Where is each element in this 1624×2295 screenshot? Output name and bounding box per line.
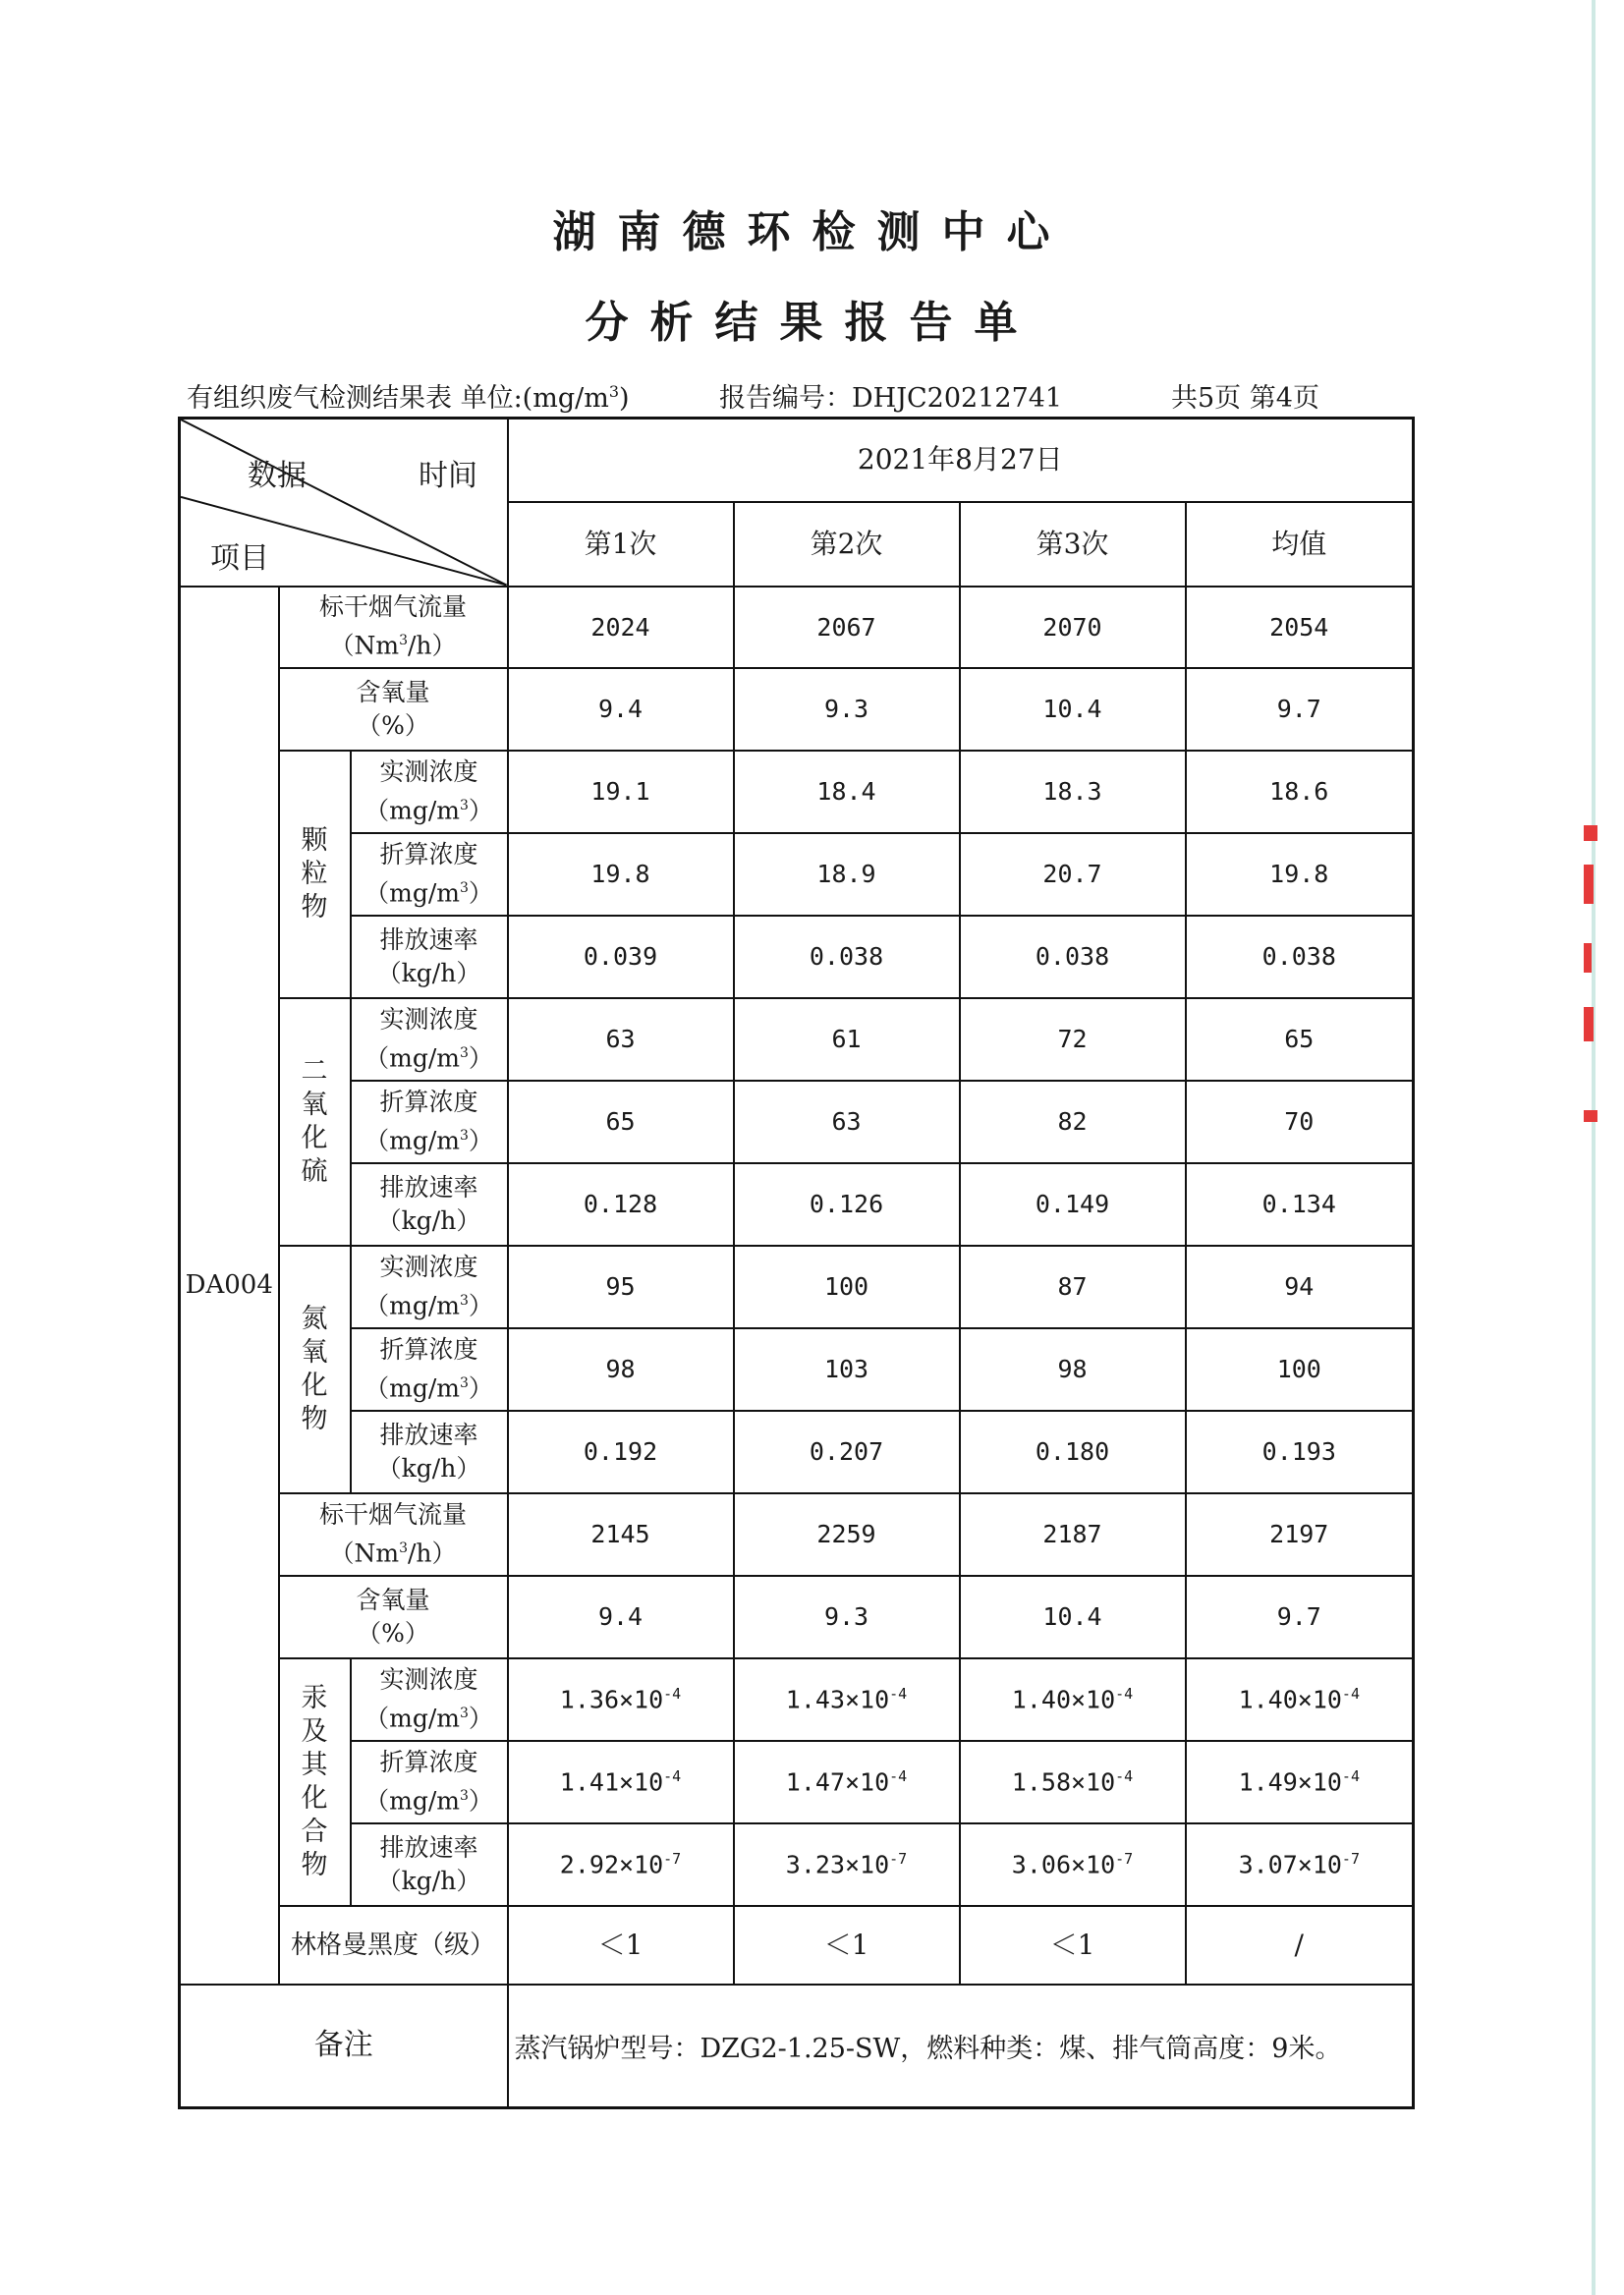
value-cell: 98: [508, 1328, 734, 1411]
group-label-nox: 氮 氧 化 物: [279, 1246, 351, 1493]
value-cell: $1.36\times 10^{-4}$: [508, 1658, 734, 1741]
table-row: [180, 587, 1414, 668]
corner-item-label: 项目: [210, 541, 269, 576]
table-row: [180, 1906, 1414, 1985]
value-cell: $3.07\times 10^{-7}$: [1186, 1823, 1414, 1906]
table-row: [180, 1163, 1414, 1246]
seal-fragment: [1584, 943, 1592, 973]
value-cell: 9.7: [1186, 1576, 1414, 1658]
flow-label: 标干烟气流量 （Nm$^3$/h）: [279, 587, 508, 668]
page-count: 共5页 第4页: [1171, 383, 1319, 414]
rate-label: 排放速率 （kg/h）: [351, 916, 508, 998]
value-cell: 2024: [508, 587, 734, 668]
value-cell: 0.126: [734, 1163, 960, 1246]
value-cell: 100: [1186, 1328, 1414, 1411]
value-cell: 94: [1186, 1246, 1414, 1328]
organization-title: 湖南德环检测中心: [552, 207, 1072, 257]
corner-time-label: 时间: [419, 459, 477, 493]
value-cell: ＜1: [960, 1906, 1186, 1985]
value-cell: 61: [734, 998, 960, 1081]
value-cell: 0.038: [1186, 916, 1414, 998]
value-cell: 63: [734, 1081, 960, 1163]
date-header: 2021年8月27日: [508, 419, 1414, 502]
value-cell: $2.92\times 10^{-7}$: [508, 1823, 734, 1906]
value-cell: $1.49\times 10^{-4}$: [1186, 1741, 1414, 1823]
value-cell: 0.207: [734, 1411, 960, 1493]
value-cell: 65: [508, 1081, 734, 1163]
value-cell: $1.58\times 10^{-4}$: [960, 1741, 1186, 1823]
oxygen-label: 含氧量 （%）: [279, 1576, 508, 1658]
table-row: [180, 833, 1414, 916]
value-cell: 82: [960, 1081, 1186, 1163]
value-cell: 9.7: [1186, 668, 1414, 751]
value-cell: 9.4: [508, 1576, 734, 1658]
table-row: [180, 1081, 1414, 1163]
remark-text: 蒸汽锅炉型号：DZG2-1.25-SW，燃料种类：煤、排气筒高度：9米。: [508, 1985, 1414, 2108]
value-cell: 2070: [960, 587, 1186, 668]
source-id: DA004: [180, 587, 279, 1985]
value-cell: 10.4: [960, 1576, 1186, 1658]
seal-fragment: [1584, 1110, 1597, 1122]
value-cell: 0.149: [960, 1163, 1186, 1246]
value-cell: 2054: [1186, 587, 1414, 668]
table-row: [180, 1658, 1414, 1741]
rate-label: 排放速率 （kg/h）: [351, 1163, 508, 1246]
column-header: 第1次: [508, 502, 734, 587]
value-cell: 19.1: [508, 751, 734, 833]
value-cell: 0.038: [960, 916, 1186, 998]
value-cell: 9.4: [508, 668, 734, 751]
value-cell: 87: [960, 1246, 1186, 1328]
table-name: 有组织废气检测结果表 单位$:(mg/m^3)$: [187, 382, 630, 414]
value-cell: ＜1: [508, 1906, 734, 1985]
value-cell: 18.9: [734, 833, 960, 916]
group-label-mercury: 汞 及 其 化 合 物: [279, 1658, 351, 1906]
table-row: [180, 1741, 1414, 1823]
value-cell: 2197: [1186, 1493, 1414, 1576]
value-cell: 72: [960, 998, 1186, 1081]
converted-label: 折算浓度 $(mg/m^3)$: [351, 1081, 508, 1163]
remark-row: [180, 1985, 1414, 2108]
seal-fragment: [1584, 1007, 1594, 1041]
value-cell: 18.4: [734, 751, 960, 833]
remark-label: 备注: [180, 1985, 508, 2108]
measured-label: 实测浓度 $(mg/m^3)$: [351, 1658, 508, 1741]
value-cell: 2145: [508, 1493, 734, 1576]
table-row: [180, 998, 1414, 1081]
column-header: 第2次: [734, 502, 960, 587]
converted-label: 折算浓度 $(mg/m^3)$: [351, 1741, 508, 1823]
table-row: [180, 1493, 1414, 1576]
value-cell: $1.43\times 10^{-4}$: [734, 1658, 960, 1741]
measured-label: 实测浓度 $(mg/m^3)$: [351, 1246, 508, 1328]
value-cell: 18.6: [1186, 751, 1414, 833]
value-cell: 2067: [734, 587, 960, 668]
value-cell: /: [1186, 1906, 1414, 1985]
group-label-particulate: 颗 粒 物: [279, 751, 351, 998]
value-cell: 103: [734, 1328, 960, 1411]
column-header: 均值: [1186, 502, 1414, 587]
value-cell: 2187: [960, 1493, 1186, 1576]
report-number: 报告编号：DHJC20212741: [719, 383, 1063, 414]
value-cell: 0.134: [1186, 1163, 1414, 1246]
rate-label: 排放速率 （kg/h）: [351, 1823, 508, 1906]
value-cell: $1.47\times 10^{-4}$: [734, 1741, 960, 1823]
table-row: [180, 668, 1414, 751]
table-row: [180, 1246, 1414, 1328]
table-row: [180, 1576, 1414, 1658]
results-table: [178, 417, 1415, 2109]
measured-label: 实测浓度 $(mg/m^3)$: [351, 751, 508, 833]
value-cell: $1.40\times 10^{-4}$: [960, 1658, 1186, 1741]
value-cell: ＜1: [734, 1906, 960, 1985]
value-cell: 9.3: [734, 1576, 960, 1658]
table-row: [180, 1411, 1414, 1493]
value-cell: $1.40\times 10^{-4}$: [1186, 1658, 1414, 1741]
value-cell: 0.038: [734, 916, 960, 998]
value-cell: 63: [508, 998, 734, 1081]
value-cell: 0.193: [1186, 1411, 1414, 1493]
value-cell: 10.4: [960, 668, 1186, 751]
table-row: [180, 916, 1414, 998]
flow-label: 标干烟气流量 （Nm$^3$/h）: [279, 1493, 508, 1576]
ringelmann-label: 林格曼黑度（级）: [279, 1906, 508, 1985]
value-cell: 0.039: [508, 916, 734, 998]
document-title: 分析结果报告单: [585, 298, 1039, 348]
table-row: [180, 751, 1414, 833]
value-cell: 65: [1186, 998, 1414, 1081]
value-cell: 70: [1186, 1081, 1414, 1163]
value-cell: 18.3: [960, 751, 1186, 833]
table-row: [180, 1328, 1414, 1411]
rate-label: 排放速率 （kg/h）: [351, 1411, 508, 1493]
corner-data-label: 数据: [248, 459, 307, 493]
oxygen-label: 含氧量 （%）: [279, 668, 508, 751]
column-header: 第3次: [960, 502, 1186, 587]
converted-label: 折算浓度 $(mg/m^3)$: [351, 1328, 508, 1411]
value-cell: 0.192: [508, 1411, 734, 1493]
table-row: [180, 1823, 1414, 1906]
value-cell: 0.180: [960, 1411, 1186, 1493]
value-cell: $3.23\times 10^{-7}$: [734, 1823, 960, 1906]
value-cell: $1.41\times 10^{-4}$: [508, 1741, 734, 1823]
seal-fragment: [1584, 825, 1597, 841]
value-cell: 0.128: [508, 1163, 734, 1246]
value-cell: $3.06\times 10^{-7}$: [960, 1823, 1186, 1906]
corner-header: [180, 419, 508, 587]
value-cell: 9.3: [734, 668, 960, 751]
value-cell: 100: [734, 1246, 960, 1328]
value-cell: 2259: [734, 1493, 960, 1576]
group-label-so2: 二 氧 化 硫: [279, 998, 351, 1246]
seal-fragment: [1584, 865, 1594, 904]
value-cell: 19.8: [1186, 833, 1414, 916]
measured-label: 实测浓度 $(mg/m^3)$: [351, 998, 508, 1081]
value-cell: 20.7: [960, 833, 1186, 916]
value-cell: 98: [960, 1328, 1186, 1411]
value-cell: 19.8: [508, 833, 734, 916]
converted-label: 折算浓度 $(mg/m^3)$: [351, 833, 508, 916]
value-cell: 95: [508, 1246, 734, 1328]
